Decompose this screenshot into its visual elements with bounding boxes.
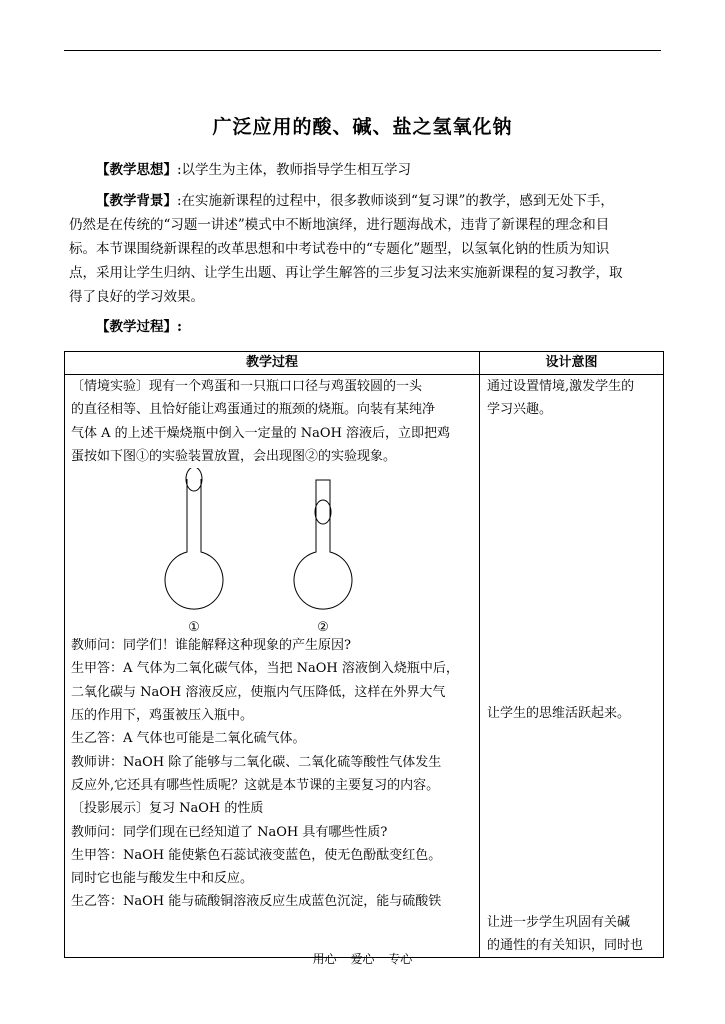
header-design-intent: 设计意图 — [480, 352, 664, 375]
teaching-background-label: 【教学背景】 — [96, 193, 177, 209]
table-row — [65, 375, 664, 958]
teaching-thought — [69, 158, 661, 182]
experiment-figure — [71, 468, 475, 634]
flask-diagram — [71, 468, 471, 634]
background-line: 仍然是在传统的“习题一讲述”模式中不断地演绎，进行题海战术，违背了新课程的理念和目 — [69, 217, 610, 233]
table-header-row — [65, 352, 664, 375]
process-line: 教师问：同学们！谁能解释这种现象的产生原因? — [71, 638, 351, 654]
process-line: 气体 A 的上述干燥烧瓶中倒入一定量的 NaOH 溶液后，立即把鸡 — [71, 425, 451, 441]
lesson-table — [64, 351, 664, 958]
background-line: 点，采用让学生归纳、让学生出题、再让学生解答的三步复习法来实施新课程的复习教学，取 — [69, 265, 623, 281]
process-line: 同时它也能与酸发生中和反应。 — [71, 871, 254, 887]
process-line: 生乙答：A 气体也可能是二氧化硫气体。 — [71, 731, 306, 747]
teaching-thought-label: 【教学思想】 — [96, 162, 177, 178]
process-line: 生甲答：A 气体为二氧化碳气体，当把 NaOH 溶液倒入烧瓶中后， — [71, 661, 459, 677]
figure-label-1: ① — [188, 620, 200, 635]
teaching-thought-text: :以学生为主体，教师指导学生相互学习 — [177, 162, 412, 178]
background-line: :在实施新课程的过程中，很多教师谈到“复习课”的教学，感到无处下手， — [177, 193, 614, 209]
flask-1-icon — [165, 468, 223, 609]
process-line: 二氧化碳与 NaOH 溶液反应，使瓶内气压降低，这样在外界大气 — [71, 684, 446, 700]
flask-2-icon — [294, 480, 352, 609]
background-line: 得了良好的学习效果。 — [69, 289, 204, 305]
process-line: 生甲答：NaOH 能使紫色石蕊试液变蓝色，使无色酚酞变红色。 — [71, 847, 442, 863]
teaching-process-heading: 【教学过程】: — [96, 319, 182, 335]
background-line: 标。本节课围绕新课程的改革思想和中考试卷中的“专题化”题型，以氢氧化钠的性质为知识 — [69, 241, 610, 257]
design-intent-cell — [480, 375, 664, 958]
process-line: 〔投影展示〕复习 NaOH 的性质 — [71, 801, 264, 817]
page-footer: 用心 爱心 专心 — [312, 952, 413, 966]
process-cell — [65, 375, 480, 958]
intent-line: 学习兴趣。 — [487, 402, 553, 418]
intent-line: 通过设置情境,激发学生的 — [487, 379, 635, 394]
header-teaching-process: 教学过程 — [65, 352, 480, 375]
page-title: 广泛应用的酸、碱、盐之氢氧化钠 — [212, 116, 513, 138]
process-line: 生乙答：NaOH 能与硫酸铜溶液反应生成蓝色沉淀，能与硫酸铁 — [71, 894, 442, 910]
intent-line: 让学生的思维活跃起来。 — [487, 705, 631, 721]
process-line: 反应外,它还具有哪些性质呢？这就是本节课的主要复习的内容。 — [71, 777, 440, 793]
process-line: 〔情境实验〕现有一个鸡蛋和一只瓶口口径与鸡蛋较圆的一头 — [71, 379, 423, 394]
process-line: 蛋按如下图①的实验装置放置，会出现图②的实验现象。 — [71, 448, 397, 464]
process-line: 教师问：同学们现在已经知道了 NaOH 具有哪些性质? — [71, 824, 388, 840]
figure-label-2: ② — [317, 620, 329, 635]
intent-line: 让进一步学生巩固有关碱 — [487, 914, 631, 930]
process-line: 压的作用下，鸡蛋被压入瓶中。 — [71, 708, 254, 724]
intent-line: 的通性的有关知识，同时也 — [487, 938, 644, 954]
process-line: 教师讲：NaOH 除了能够与二氧化碳、二氧化硫等酸性气体发生 — [71, 754, 442, 770]
teaching-background — [69, 189, 661, 309]
header-rule — [64, 50, 661, 51]
process-line: 的直径相等、且恰好能让鸡蛋通过的瓶颈的烧瓶。向装有某纯净 — [71, 402, 436, 418]
